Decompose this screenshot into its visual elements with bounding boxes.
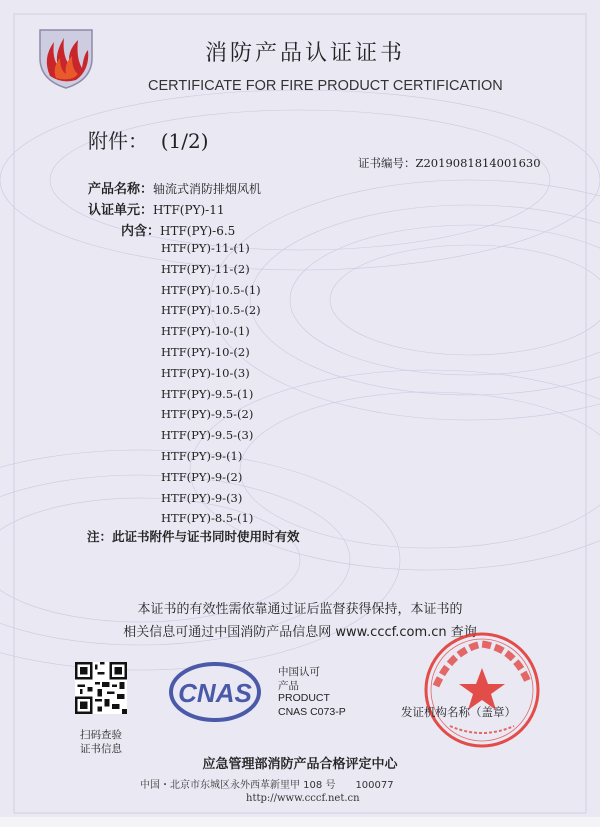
cert-unit-row [88,199,225,218]
statement-line-2: 相关信息可通过中国消防产品信息网 www.cccf.com.cn 查询 [123,625,477,640]
issuing-center-name: 应急管理部消防产品合格评定中心 [202,757,398,772]
model-item: HTF(PY)-9.5-(1) [161,386,254,401]
cert-unit-value: HTF(PY)-11 [153,203,225,217]
certificate-number [358,155,541,171]
model-item: HTF(PY)-10.5-(2) [161,303,261,318]
model-item: HTF(PY)-8.5-(1) [161,511,254,526]
cnas-line-4: CNAS C073-P [278,706,346,718]
model-item: HTF(PY)-9-(1) [161,449,243,463]
issuing-center-address: 中国・北京市东城区永外西革新里甲 108 号 100077 [140,780,394,791]
certificate-number-label: 证书编号： [358,156,416,170]
product-name-row [88,178,261,197]
validity-note: 注：此证书附件与证书同时使用时有效 [87,529,300,544]
product-name-value: 轴流式消防排烟风机 [153,182,262,196]
qr-code[interactable] [75,662,127,714]
qr-caption-line-2: 证书信息 [80,743,122,755]
attachment-indicator [88,125,209,154]
model-item: HTF(PY)-9-(2) [161,469,243,484]
model-item: HTF(PY)-9-(3) [161,490,243,505]
model-item: HTF(PY)-10.5-(1) [161,282,261,297]
model-item: HTF(PY)-10-(3) [161,365,250,380]
attachment-page: (1/2) [160,129,209,153]
model-item: HTF(PY)-10-(1) [161,324,250,339]
model-item: HTF(PY)-9.5-(3) [161,428,254,443]
issuing-center-url[interactable]: http://www.cccf.net.cn [246,793,360,804]
contents-label: 内含： [121,224,161,239]
bottom-margin-strip [0,817,600,827]
contents-row [121,220,235,239]
model-item: HTF(PY)-9.5-(2) [161,407,254,422]
certificate-title-cn: 消防产品认证证书 [205,41,406,66]
cnas-logo-text: CNAS [178,678,252,708]
cnas-logo [165,658,265,726]
qr-caption-line-1: 扫码查验 [80,729,122,741]
official-seal-stamp [412,630,552,750]
cert-unit-label: 认证单元： [88,203,154,218]
certificate-number-value: Z2019081814001630 [415,156,541,170]
cnas-line-2: 产品 [278,680,299,692]
contents-first-model: HTF(PY)-6.5 [160,224,236,238]
certificate-title-en: CERTIFICATE FOR FIRE PRODUCT CERTIFICATION [148,78,503,94]
model-item: HTF(PY)-11-(2) [161,261,250,276]
model-item: HTF(PY)-10-(2) [161,345,250,359]
fire-logo-icon [32,24,100,92]
model-item: HTF(PY)-11-(1) [161,241,250,255]
cnas-line-3: PRODUCT [278,692,330,704]
attachment-label: 附件： [88,129,148,153]
statement-line-1: 本证书的有效性需依靠通过证后监督获得保持，本证书的 [137,602,463,617]
issuer-label: 发证机构名称（盖章） [401,705,516,719]
cnas-line-1: 中国认可 [278,666,320,678]
product-name-label: 产品名称： [88,182,154,197]
